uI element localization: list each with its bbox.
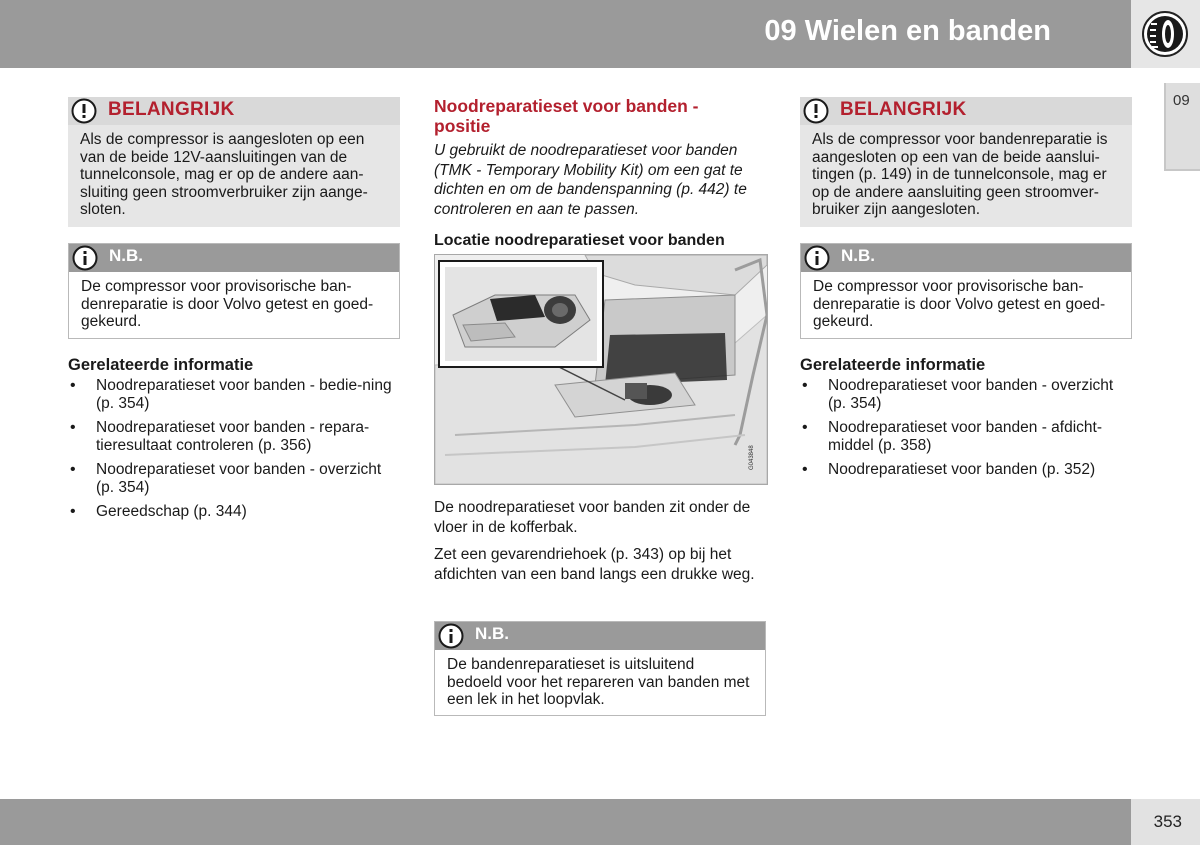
important-label: BELANGRIJK (840, 99, 967, 120)
related-info-title: Gerelateerde informatie (800, 356, 986, 374)
page-number-box (1131, 799, 1200, 845)
note-box-right (800, 243, 1132, 339)
header-bar (0, 0, 1131, 68)
related-link[interactable]: • Noodreparatieset voor banden - overzicht (p. 354) (800, 377, 1135, 413)
figure-subheading: Locatie noodreparatieset voor banden (434, 232, 725, 249)
tire-icon (1141, 10, 1189, 58)
note-text: De compressor voor provisorische ban-denreparatie is door Volvo getest en goed-gekeurd. (813, 278, 1106, 330)
trunk-drawing (435, 255, 767, 484)
info-icon (804, 245, 830, 271)
note-box-left (68, 243, 400, 339)
note-text: De bandenreparatieset is uitsluitend bedoeld voor het repareren van banden met een lek in het loopvlak. (447, 656, 750, 708)
note-label: N.B. (841, 246, 875, 265)
note-label: N.B. (109, 246, 143, 265)
side-tab-label: 09 (1173, 92, 1190, 109)
important-text: Als de compressor voor bandenreparatie is aangesloten op een van de beide aanslui-tingen (p. 149) in de tunnelconsole, mag er op de andere aansluiting geen stroomver-bruiker zijn aangesloten. (812, 131, 1108, 218)
related-link[interactable]: • Noodreparatieset voor banden - bedie-ning (p. 354) (68, 377, 403, 413)
figure-code: G043848 (749, 445, 755, 470)
info-icon (438, 623, 464, 649)
related-link[interactable]: • Gereedschap (p. 344) (68, 503, 403, 521)
related-link[interactable]: • Noodreparatieset voor banden - afdicht-middel (p. 358) (800, 419, 1135, 455)
related-link[interactable]: • Noodreparatieset voor banden - overzicht (p. 354) (68, 461, 403, 497)
important-box-header (68, 97, 400, 125)
note-box-header (69, 244, 399, 272)
important-box-left (68, 97, 400, 227)
page-number: 353 (1153, 812, 1182, 831)
paragraph-location: De noodreparatieset voor banden zit onder de vloer in de kofferbak. (434, 499, 751, 536)
chapter-side-tab[interactable] (1164, 83, 1200, 171)
exclamation-icon (71, 98, 97, 124)
note-box-header (435, 622, 765, 650)
chapter-title: 09 Wielen en banden (764, 15, 1051, 47)
info-icon (72, 245, 98, 271)
important-box-header (800, 97, 1132, 125)
note-label: N.B. (475, 624, 509, 643)
related-info-list-right (800, 377, 1135, 485)
note-box-header (801, 244, 1131, 272)
related-link[interactable]: • Noodreparatieset voor banden (p. 352) (800, 461, 1135, 479)
paragraph-warning-triangle: Zet een gevarendriehoek (p. 343) op bij het afdichten van een band langs een drukke weg. (434, 546, 755, 583)
note-box-middle (434, 621, 766, 716)
section-heading: Noodreparatieset voor banden - positie (434, 96, 699, 136)
section-intro: U gebruikt de noodreparatieset voor banden (TMK - Temporary Mobility Kit) om een gat te dichten en om de bandenspanning (p. 442) te controleren en aan te passen. (434, 142, 747, 218)
related-info-title: Gerelateerde informatie (68, 356, 254, 374)
important-label: BELANGRIJK (108, 99, 235, 120)
note-text: De compressor voor provisorische ban-denreparatie is door Volvo getest en goed-gekeurd. (81, 278, 374, 330)
important-box-right (800, 97, 1132, 227)
trunk-illustration (434, 254, 768, 485)
related-info-list-left (68, 377, 403, 527)
important-text: Als de compressor is aangesloten op een van de beide 12V-aansluitingen van de tunnelconsole, mag er op de andere aan-sluiting geen stroomverbruiker zijn aange-sloten. (80, 131, 368, 218)
exclamation-icon (803, 98, 829, 124)
related-link[interactable]: • Noodreparatieset voor banden - repara-tieresultaat controleren (p. 356) (68, 419, 403, 455)
footer-bar (0, 799, 1131, 845)
